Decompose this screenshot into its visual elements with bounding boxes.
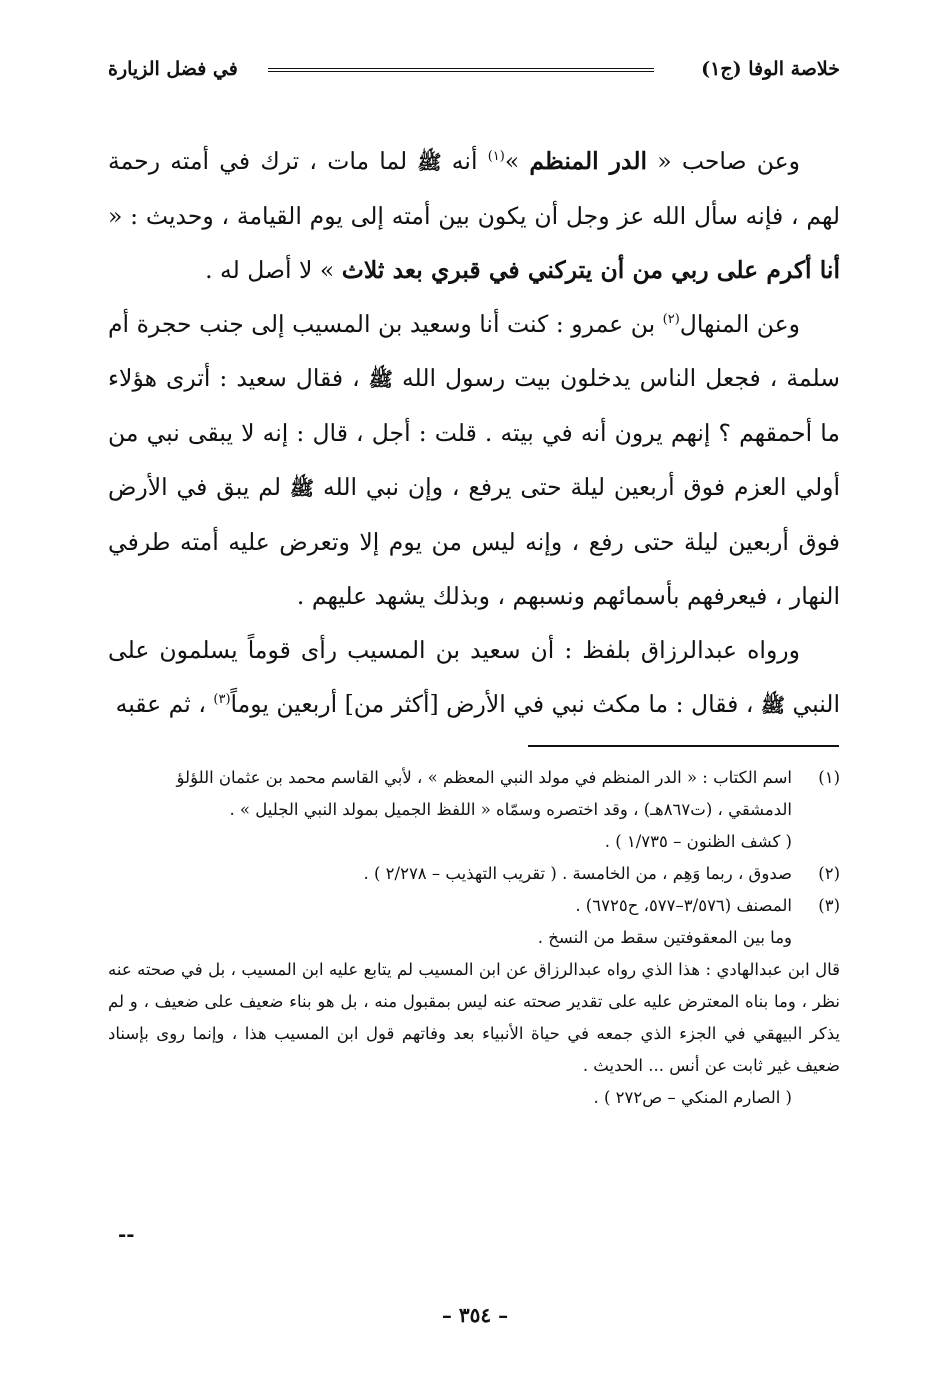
honorific-glyph: ﷺ — [417, 150, 442, 174]
text-run: لم يبق في الأرض فوق أربعين ليلة حتى رفع ، وإنه ليس من يوم إلا وتعرض عليه أمته طرفي النهار ، فيعرفهم بأسمائهم ونسبهم ، وبذلك يشهد عليهم . — [108, 473, 840, 610]
section-title: في فضل الزيارة — [108, 58, 238, 80]
text-run: وعن صاحب « — [647, 147, 801, 175]
honorific-glyph: ﷺ — [760, 693, 786, 717]
footnote-1-source: ( كشف الظنون – ١/٧٣٥ ) . — [604, 832, 792, 851]
honorific-glyph: ﷺ — [368, 367, 393, 391]
footnote-ref-1: (١) — [487, 149, 505, 165]
footnote-text: صدوق ، ربما وَهِم ، من الخامسة . ( تقريب التهذيب – ٢/٢٧٨ ) . — [363, 864, 792, 883]
text-run: ، فقال : ما مكث نبي في الأرض [أكثر من] أربعين يوماً — [230, 690, 761, 718]
footnotes — [108, 762, 840, 1114]
text-run: » — [504, 147, 530, 175]
paragraph-1 — [108, 134, 840, 297]
running-header — [108, 52, 840, 92]
text-run: وعن المنهال — [679, 310, 800, 338]
footnote-3-quote: قال ابن عبدالهادي : هذا الذي رواه عبدالرزاق عن ابن المسيب لم يتابع عليه ابن المسيب ، بل في صحته عنه نظر ، وما بناه المعترض عليه على تقدير صحته عنه ليس بمقبول منه ، بل هو بناء ضعيف على ضعيف ، و لم يذكر البيهقي في الجزء الذي جمعه في حياة الأنبياء بعد وفاتهم قول ابن المسيب هذا ، وإنما روى بإسناد ضعيف غير ثابت عن أنس ... الحديث . — [108, 960, 840, 1075]
text-run: بن عمرو : كنت أنا وسعيد بن المسيب إلى جنب حجرة أم سلمة ، فجعل الناس يدخلون بيت رسول الله — [108, 310, 840, 392]
end-dash: -- — [118, 1222, 135, 1246]
text-run: أنه — [441, 147, 488, 175]
text-run: ، ثم عقبه — [115, 690, 214, 718]
text-run: ، فقال سعيد : أترى هؤلاء ما أحمقهم ؟ إنهم يرون أنه في بيته . قلت : أجل ، قال : إنه لا يبقى نبي من أولي العزم فوق أربعين ليلة حتى يرفع ، وإن نبي الله — [108, 364, 840, 501]
paragraph-3 — [108, 623, 840, 732]
text-run: ورواه عبدالرزاق بلفظ : أن سعيد بن المسيب رأى قوماً يسلمون على النبي — [108, 636, 840, 718]
footnote-1-line-2: الدمشقي ، (ت٨٦٧هـ) ، وقد اختصره وسمّاه « اللفظ الجميل بمولد النبي الجليل » . — [229, 800, 792, 819]
footnote-3-source: ( الصارم المنكي – ص٢٧٢ ) . — [593, 1088, 792, 1107]
text-run: لما مات ، ترك في أمته رحمة لهم ، فإنه سأل الله عز وجل أن يكون بين أمته إلى يوم القيامة ، وحديث : « — [108, 147, 840, 230]
paragraph-2 — [108, 297, 840, 623]
footnote-text: المصنف (٣/٥٧٦–٥٧٧، ح٦٧٢٥) . — [575, 896, 792, 915]
book-title: خلاصة الوفا (ج١) — [701, 58, 840, 80]
footnote-3 — [108, 890, 840, 922]
honorific-glyph: ﷺ — [289, 476, 315, 500]
footnote-separator — [528, 745, 839, 747]
main-text — [108, 134, 840, 732]
footnote-number: (١) — [818, 768, 840, 787]
hadith-quote: أنا أكرم على ربي من أن يتركني في قبري بعد ثلاث — [341, 256, 840, 284]
page-number: – ٣٥٤ – — [441, 1303, 509, 1327]
text-run: » لا أصل له . — [205, 256, 342, 284]
footnote-1 — [108, 762, 840, 794]
footnote-number: (٣) — [818, 896, 840, 915]
footnote-2 — [108, 858, 840, 890]
footnote-ref-3: (٣) — [213, 692, 231, 708]
book-name: الدر المنظم — [529, 147, 648, 175]
footnote-ref-2: (٢) — [662, 312, 680, 328]
footnote-text: اسم الكتاب : « الدر المنظم في مولد النبي المعظم » ، لأبي القاسم محمد بن عثمان اللؤلؤ — [176, 768, 792, 787]
footnote-3-note: وما بين المعقوفتين سقط من النسخ . — [537, 928, 792, 947]
footnote-number: (٢) — [818, 864, 840, 883]
header-rule — [268, 68, 654, 72]
